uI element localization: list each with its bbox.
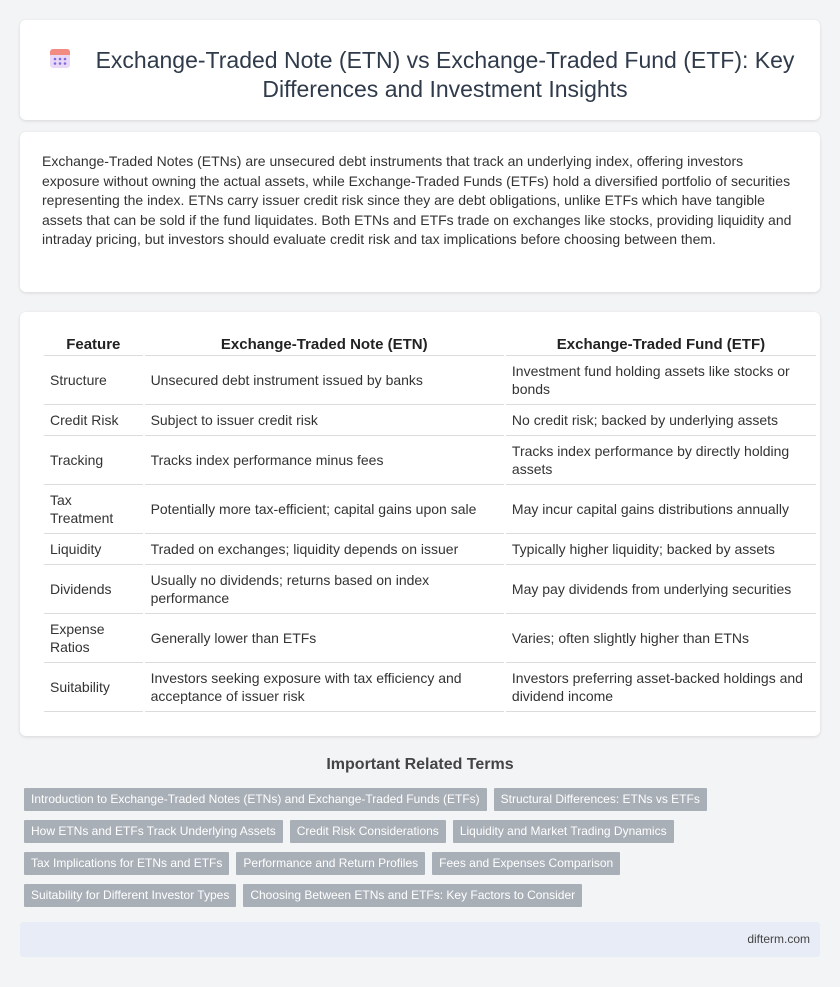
related-term-tag[interactable]: Structural Differences: ETNs vs ETFs [494,788,707,811]
etf-cell: Tracks index performance by directly holding assets [506,436,816,485]
etf-cell: Investment fund holding assets like stocks or bonds [506,356,816,405]
table-row [44,485,816,534]
intro-card [20,132,820,292]
related-term-tag[interactable]: Suitability for Different Investor Types [24,884,236,907]
etf-cell: Varies; often slightly higher than ETNs [506,614,816,663]
related-term-tag[interactable]: Performance and Return Profiles [236,852,425,875]
table-row [44,356,816,405]
feature-cell: Credit Risk [44,405,143,436]
feature-cell: Liquidity [44,534,143,565]
footer-site-link[interactable]: difterm.com [747,932,810,946]
comparison-table [42,334,818,712]
etn-cell: Generally lower than ETFs [145,614,504,663]
table-row [44,565,816,614]
feature-cell: Dividends [44,565,143,614]
etn-cell: Potentially more tax-efficient; capital gains upon sale [145,485,504,534]
header-etf: Exchange-Traded Fund (ETF) [506,334,816,356]
table-row [44,405,816,436]
etn-cell: Investors seeking exposure with tax efficiency and acceptance of issuer risk [145,663,504,712]
tag-row [24,820,824,843]
etf-cell: Typically higher liquidity; backed by assets [506,534,816,565]
tag-row [24,852,824,875]
related-term-tag[interactable]: Credit Risk Considerations [290,820,446,843]
etn-cell: Tracks index performance minus fees [145,436,504,485]
related-term-tag[interactable]: Choosing Between ETNs and ETFs: Key Factors to Consider [243,884,582,907]
table-header-row [44,334,816,356]
table-row [44,534,816,565]
header-etn: Exchange-Traded Note (ETN) [145,334,504,356]
feature-cell: Expense Ratios [44,614,143,663]
header-feature: Feature [44,334,143,356]
tag-row [24,788,824,811]
intro-paragraph: Exchange-Traded Notes (ETNs) are unsecured debt instruments that track an underlying index, offering investors exposure without owning the actual assets, while Exchange-Traded Funds (ETFs) hold a diversified portfolio of securities representing the index. ETNs carry issuer credit risk since they are debt obligations, unlike ETFs which have tangible assets that can be sold if the fund liquidates. Both ETNs and ETFs trade on exchanges like stocks, providing liquidity and intraday pricing, but investors should evaluate credit risk and tax implications before choosing between them. [42,153,792,247]
page-title: Exchange-Traded Note (ETN) vs Exchange-Traded Fund (ETF): Key Differences and Investment Insights [95,47,795,102]
table-row [44,614,816,663]
related-terms-list [24,788,824,916]
feature-cell: Tracking [44,436,143,485]
etn-cell: Usually no dividends; returns based on index performance [145,565,504,614]
etn-cell: Traded on exchanges; liquidity depends on issuer [145,534,504,565]
related-term-tag[interactable]: Introduction to Exchange-Traded Notes (ETNs) and Exchange-Traded Funds (ETFs) [24,788,487,811]
etn-cell: Subject to issuer credit risk [145,405,504,436]
header-card [20,20,820,120]
footer [20,922,820,957]
table-row [44,436,816,485]
related-term-tag[interactable]: How ETNs and ETFs Track Underlying Assets [24,820,283,843]
etn-cell: Unsecured debt instrument issued by banks [145,356,504,405]
table-row [44,663,816,712]
feature-cell: Tax Treatment [44,485,143,534]
related-term-tag[interactable]: Fees and Expenses Comparison [432,852,620,875]
tag-row [24,884,824,907]
etf-cell: No credit risk; backed by underlying assets [506,405,816,436]
related-term-tag[interactable]: Liquidity and Market Trading Dynamics [453,820,674,843]
feature-cell: Structure [44,356,143,405]
calendar-icon [48,46,72,70]
etf-cell: Investors preferring asset-backed holdings and dividend income [506,663,816,712]
feature-cell: Suitability [44,663,143,712]
related-term-tag[interactable]: Tax Implications for ETNs and ETFs [24,852,229,875]
etf-cell: May pay dividends from underlying securities [506,565,816,614]
etf-cell: May incur capital gains distributions annually [506,485,816,534]
comparison-table-card [20,312,820,736]
related-terms-heading: Important Related Terms [326,756,514,773]
